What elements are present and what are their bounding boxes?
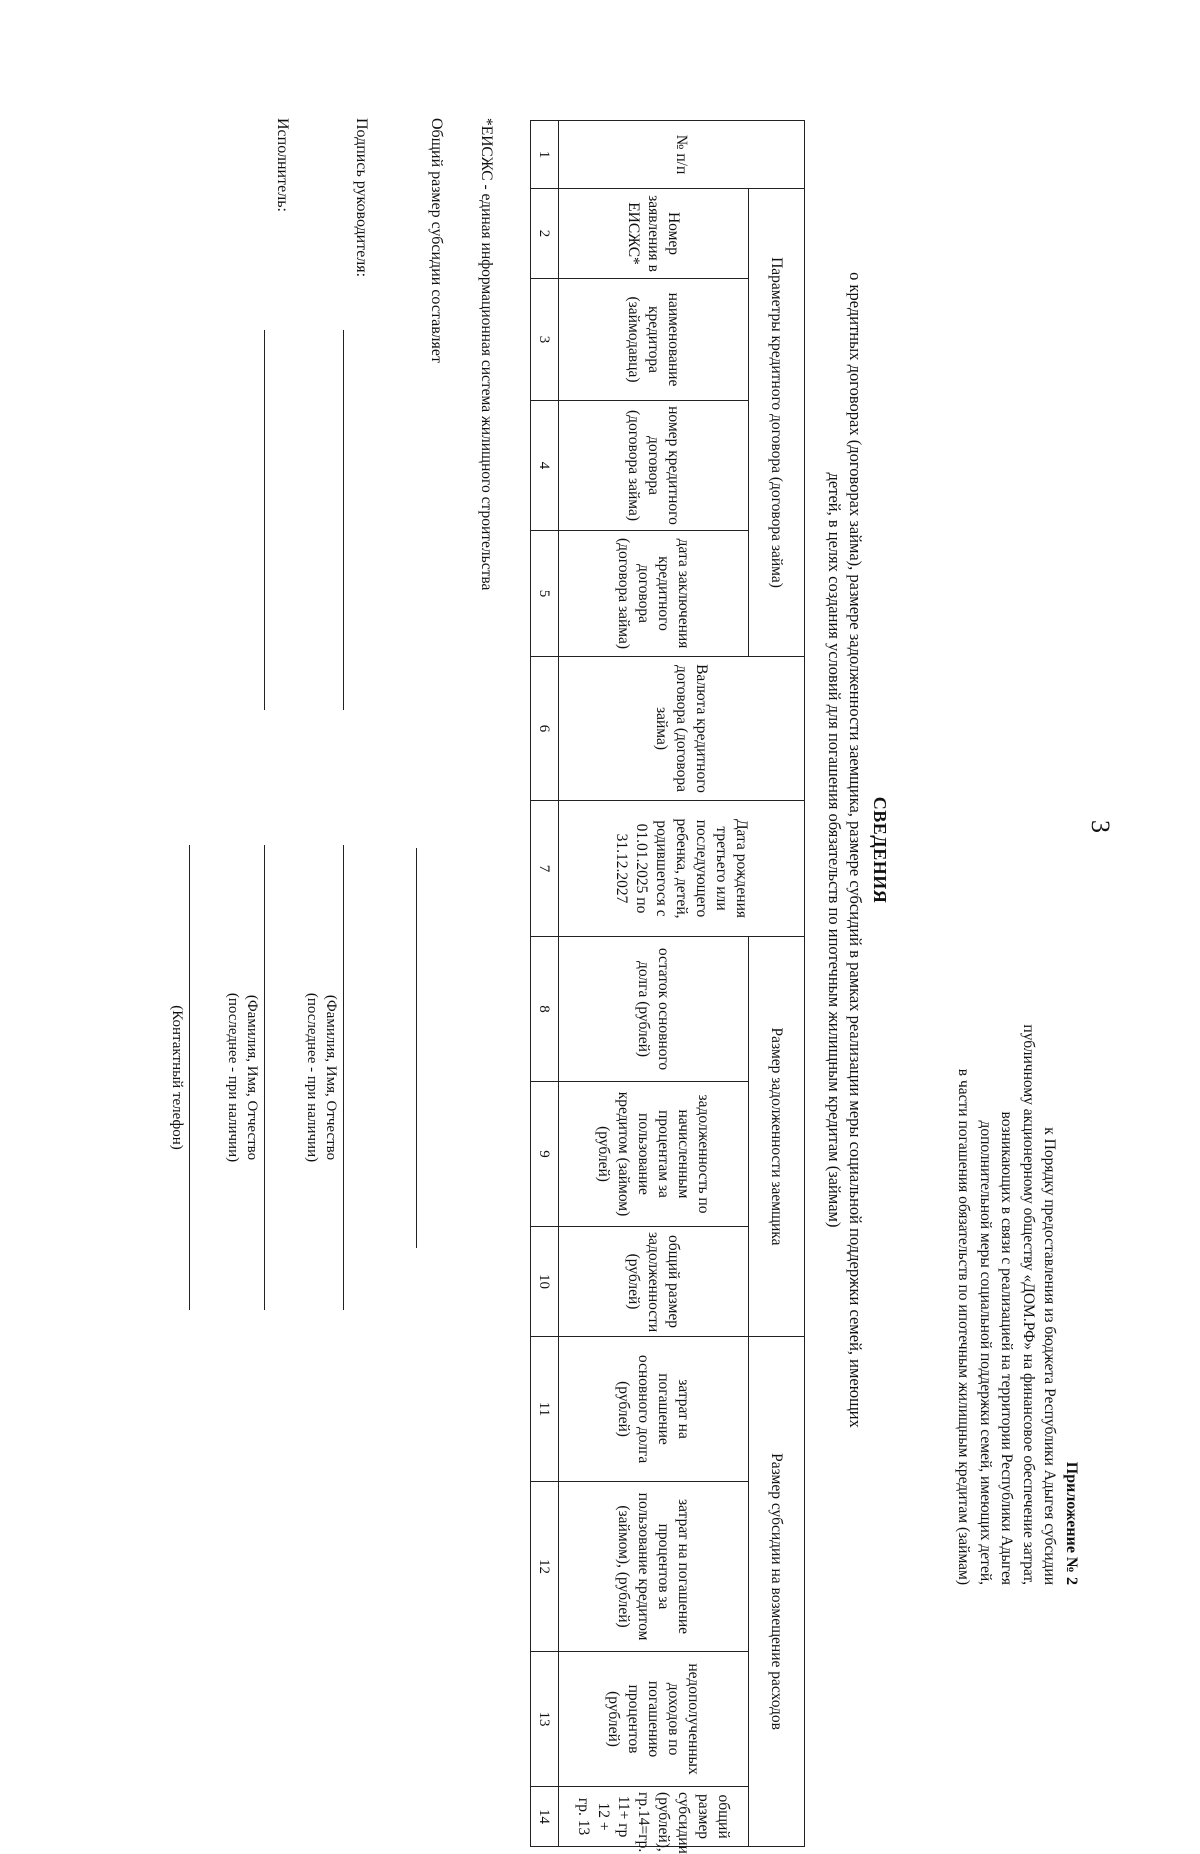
annex-line: дополнительной меры социальной поддержки семей, имеющих детей, — [977, 1120, 994, 1585]
phone-caption: (Контактный телефон) — [169, 1005, 185, 1150]
column-number: 8 — [531, 937, 559, 1082]
executor-signature-line — [264, 330, 265, 710]
annex-line: публичному акционерному обществу «ДОМ.РФ» на финансовое обеспечение затрат, — [1020, 1024, 1037, 1585]
subtitle-line: о кредитных договорах (договорах займа), размере задолженности заемщика, размере субсидий в рамках реализации меры социальной поддержки семей, имеющих — [846, 272, 865, 1428]
column-number: 5 — [531, 531, 559, 657]
annex-line: к Порядку предоставления из бюджета Республики Адыгея субсидии — [1041, 1127, 1059, 1585]
header-creditor-name: наименование кредитора (займодавца) — [559, 279, 749, 401]
total-subsidy-line — [416, 848, 417, 1248]
annex-title: Приложение № 2 — [1063, 1461, 1080, 1585]
header-currency: Валюта кредитного договора (договора займа) — [559, 657, 805, 801]
page-number: 3 — [1086, 820, 1115, 833]
executor-name-line — [264, 845, 265, 1310]
header-total-subsidy: общий размер субсидии (рублей), гр.14=гр. 11+ гр 12 + гр. 13 — [559, 1787, 749, 1847]
column-number: 7 — [531, 801, 559, 937]
name-caption-line: (Фамилия, Имя, Отчество — [323, 994, 339, 1161]
head-signature-label: Подпись руководителя: — [353, 118, 370, 278]
column-number: 11 — [531, 1337, 559, 1482]
annex-header — [953, 935, 1082, 1585]
document-subtitle — [824, 100, 866, 1600]
column-number: 9 — [531, 1082, 559, 1227]
subtitle-line: детей, в целях создания условий для погашения обязательств по ипотечным жилищным кредитам (займам) — [825, 472, 844, 1228]
header-group-contract-params: Параметры кредитного договора (договора займа) — [749, 189, 805, 657]
column-number: 13 — [531, 1652, 559, 1787]
executor-name-caption — [223, 845, 261, 1310]
header-group-debt: Размер задолженности заемщика — [749, 937, 805, 1337]
header-interest-debt: задолженность по начисленным процентам за пользование кредитом (займом) (рублей) — [559, 1082, 749, 1227]
head-name-line — [343, 845, 344, 1310]
head-signature-line — [343, 330, 344, 710]
name-caption-line: (последнее - при наличии) — [225, 992, 241, 1163]
annex-line: в части погашения обязательств по ипотечным жилищным кредитам (займам) — [955, 1068, 973, 1585]
annex-line: возникающих в связи с реализацией на территории Республики Адыгея — [998, 1111, 1016, 1585]
column-number: 3 — [531, 279, 559, 401]
header-lost-income: недополученных доходов по погашению процентов (рублей) — [559, 1652, 749, 1787]
header-contract-date: дата заключения кредитного договора (договора займа) — [559, 531, 749, 657]
header-row-number: № п/п — [559, 121, 805, 189]
column-number: 6 — [531, 657, 559, 801]
header-interest-costs: затрат на погашение процентов за пользование кредитом (займом), (рублей) — [559, 1482, 749, 1652]
header-total-debt: общий размер задолженности (рублей) — [559, 1227, 749, 1337]
header-principal-costs: затрат на погашение основного долга (рублей) — [559, 1337, 749, 1482]
header-contract-number: номер кредитного договора (договора займа) — [559, 401, 749, 531]
head-name-caption — [302, 845, 340, 1310]
total-subsidy-label: Общий размер субсидии составляет — [428, 118, 445, 363]
document-title: СВЕДЕНИЯ — [870, 796, 890, 904]
column-number: 1 — [531, 121, 559, 189]
name-caption-line: (Фамилия, Имя, Отчество — [244, 994, 260, 1161]
column-number: 2 — [531, 189, 559, 279]
header-application-number: Номер заявления в ЕИСЖС* — [559, 189, 749, 279]
header-group-subsidy: Размер субсидии на возмещение расходов — [749, 1337, 805, 1847]
executor-label: Исполнитель: — [274, 118, 291, 212]
phone-line — [189, 845, 190, 1310]
column-number: 10 — [531, 1227, 559, 1337]
header-principal-balance: остаток основного долга (рублей) — [559, 937, 749, 1082]
column-number: 12 — [531, 1482, 559, 1652]
header-child-birth-date: Дата рождения третьего или последующего ребенка, детей, родившегося с 01.01.2025 по 31.12.2027 — [559, 801, 805, 937]
column-number: 4 — [531, 401, 559, 531]
name-caption-line: (последнее - при наличии) — [304, 992, 320, 1163]
data-table — [530, 120, 805, 1854]
column-number: 14 — [531, 1787, 559, 1847]
footnote: *ЕИСЖС - единая информационная система жилищного строительства — [478, 118, 495, 591]
